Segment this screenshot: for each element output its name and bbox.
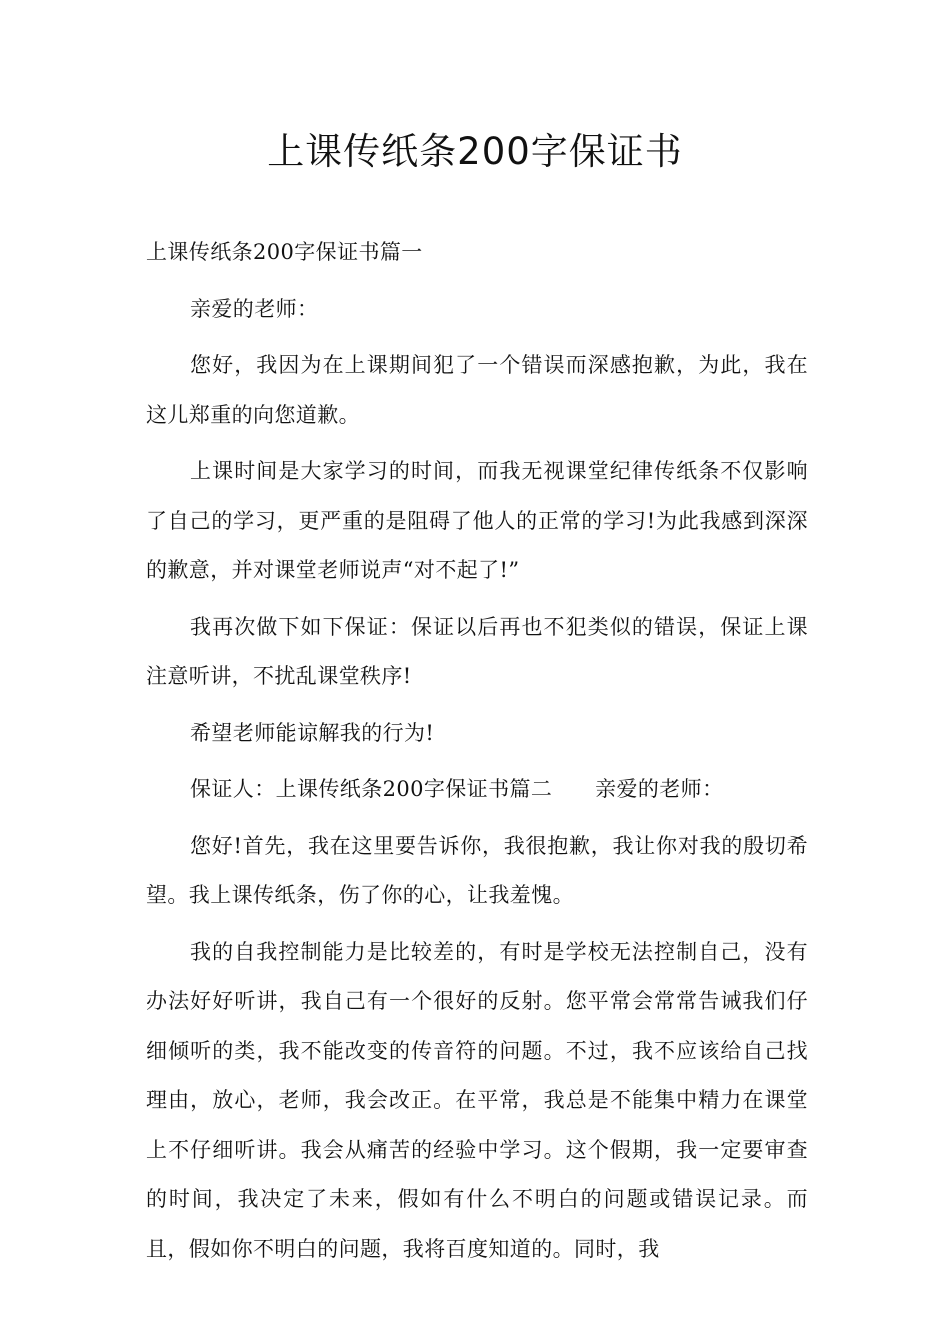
section-heading: 上课传纸条200字保证书篇一 [146,240,423,264]
paragraph: 您好!首先，我在这里要告诉你，我很抱歉，我让你对我的殷切希望。我上课传纸条，伤了你的心，让我羞愧。 [146,833,808,907]
paragraph: 您好，我因为在上课期间犯了一个错误而深感抱歉，为此，我在这儿郑重的向您道歉。 [146,353,808,427]
paragraph: 我再次做下如下保证：保证以后再也不犯类似的错误，保证上课注意听讲，不扰乱课堂秩序! [146,614,808,688]
paragraph: 希望老师能谅解我的行为! [190,720,435,745]
document-body [146,228,808,1274]
paragraph: 上课时间是大家学习的时间，而我无视课堂纪律传纸条不仅影响了自己的学习，更严重的是阻碍了他人的正常的学习!为此我感到深深的歉意，并对课堂老师说声“对不起了!” [146,459,808,582]
paragraph: 我的自我控制能力是比较差的，有时是学校无法控制自己，没有办法好好听讲，我自己有一个很好的反射。您平常会常常告诫我们仔细倾听的类，我不能改变的传音符的问题。不过，我不应该给自己找理由，放心，老师，我会改正。在平常，我总是不能集中精力在课堂上不仔细听讲。我会从痛苦的经验中学习。这个假期，我一定要审查的时间，我决定了未来，假如有什么不明白的问题或错误记录。而且，假如你不明白的问题，我将百度知道的。同时，我 [146,939,808,1261]
document-title: 上课传纸条200字保证书 [267,130,683,173]
salutation: 亲爱的老师： [190,296,319,321]
signature-line: 保证人：上课传纸条200字保证书篇二 亲爱的老师： [190,777,724,801]
